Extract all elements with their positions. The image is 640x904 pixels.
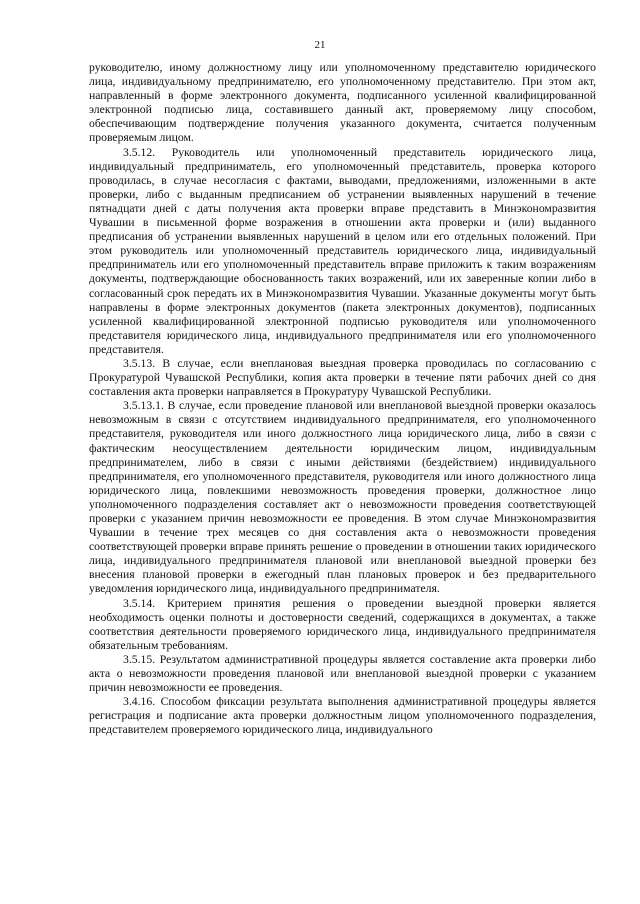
paragraph: 3.5.14. Критерием принятия решения о проведении выездной проверки является необходимость оценки полноты и достоверности сведений, содержащихся в документах, а также соответствия деятельности проверяемого юридического лица, индивидуального предпринимателя обязательным требованиям. [89, 596, 596, 652]
paragraph: руководителю, иному должностному лицу или уполномоченному представителю юридического лица, индивидуальному предпринимателю, его уполномоченному представителю. При этом акт, направленный в форме электронного документа, подписанного усиленной квалифицированной электронной подписью лица, составившего данный акт, проверяемому лицу способом, обеспечивающим подтверждение получения указанного документа, считается полученным проверяемым лицом. [89, 61, 596, 145]
paragraph: 3.5.12. Руководитель или уполномоченный представитель юридического лица, индивидуальный предприниматель, его уполномоченный представитель, проверка которого проводилась, в случае несогласия с фактами, выводами, предложениями, изложенными в акте проверки, либо с выданным предписанием об устранении выявленных нарушений в течение пятнадцати дней с даты получения акта проверки вправе представить в Минэкономразвития Чувашии в письменной форме возражения в отношении акта проверки и (или) выданного предписания об устранении выявленных нарушений в целом или его отдельных положений. При этом руководитель или уполномоченный представитель юридического лица, индивидуальный предприниматель или его уполномоченный представитель вправе приложить к таким возражениям документы, подтверждающие обоснованность таких возражений, или их заверенные копии либо в согласованный срок передать их в Минэкономразвития Чувашии. Указанные документы могут быть направлены в форме электронных документов (пакета электронных документов), подписанных усиленной квалифицированной электронной подписью руководителя или уполномоченного представителя юридического лица, индивидуального предпринимателя или его уполномоченного представителя. [89, 145, 596, 356]
page-number: 21 [314, 39, 326, 51]
paragraph: 3.5.13.1. В случае, если проведение плановой или внеплановой выездной проверки оказалось невозможным в связи с отсутствием индивидуального предпринимателя, его уполномоченного представителя, руководителя или иного должностного лица юридического лица, либо в связи с фактическим неосуществлением деятельности юридическим лицом, индивидуальным предпринимателем, либо в связи с иными действиями (бездействием) индивидуального предпринимателя, его уполномоченного представителя, руководителя или иного должностного лица юридического лица, повлекшими невозможность проведения проверки, должностное лицо уполномоченного подразделения составляет акт о невозможности проведения соответствующей проверки с указанием причин невозможности ее проведения. В этом случае Минэкономразвития Чувашии в течение трех месяцев со дня составления акта о невозможности проведения соответствующей проверки вправе принять решение о проведении в отношении таких юридического лица, индивидуального предпринимателя плановой или внеплановой выездной проверки без внесения плановой проверки в ежегодный план плановых проверок и без предварительного уведомления юридического лица, индивидуального предпринимателя. [89, 399, 596, 596]
document-body [89, 61, 596, 738]
paragraph: 3.5.13. В случае, если внеплановая выездная проверка проводилась по согласованию с Прокуратурой Чувашской Республики, копия акта проверки в течение пяти рабочих дней со дня составления акта проверки направляется в Прокуратуру Чувашской Республики. [89, 356, 596, 399]
paragraph: 3.5.15. Результатом административной процедуры является составление акта проверки либо акта о невозможности проведения плановой или внеплановой выездной проверки с указанием причин невозможности ее проведения. [89, 652, 596, 695]
paragraph: 3.4.16. Способом фиксации результата выполнения административной процедуры является регистрация и подписание акта проверки должностным лицом уполномоченного подразделения, представителем проверяемого юридического лица, индивидуального [89, 695, 596, 737]
